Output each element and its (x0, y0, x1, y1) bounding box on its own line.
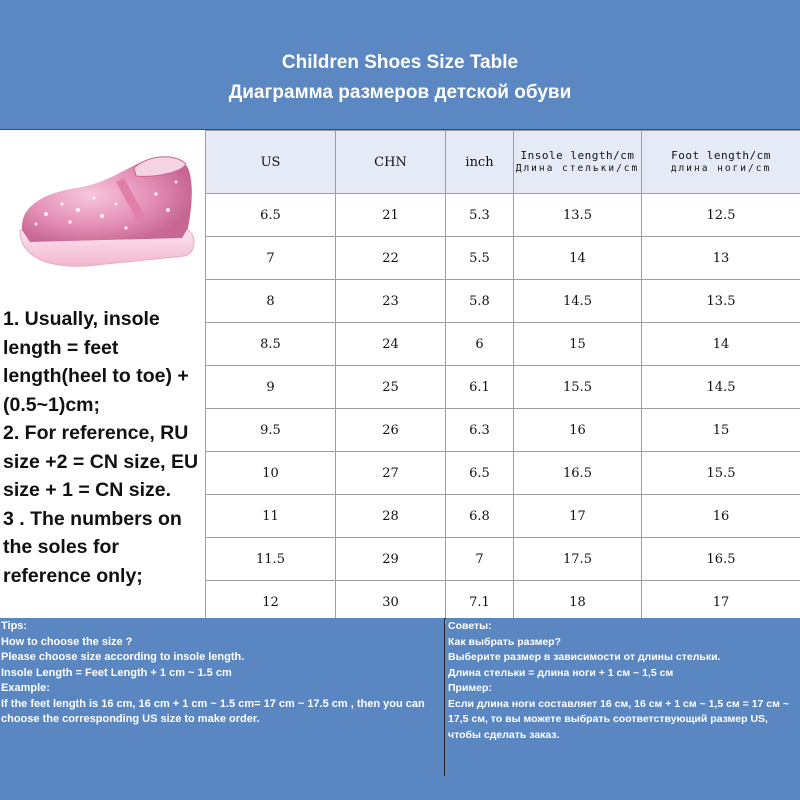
size-notes (3, 305, 203, 590)
tips-en-line: Insole Length = Feet Length + 1 cm ~ 1.5 cm (1, 666, 232, 679)
cell-chn: 26 (336, 409, 446, 452)
note-1: 1. Usually, insole length = feet length(heel to toe) + (0.5~1)cm; (3, 308, 189, 416)
cell-chn: 24 (336, 323, 446, 366)
cell-inch: 7 (446, 538, 514, 581)
cell-insole: 17 (514, 495, 642, 538)
header-inch: inch (446, 131, 514, 194)
cell-chn: 22 (336, 237, 446, 280)
cell-inch: 5.8 (446, 280, 514, 323)
header-foot-ru: длина ноги/cm (670, 163, 772, 174)
cell-foot: 13.5 (642, 280, 800, 323)
tips-en-line: How to choose the size ? (1, 635, 133, 648)
cell-insole: 14 (514, 237, 642, 280)
cell-inch: 6.8 (446, 495, 514, 538)
cell-chn: 29 (336, 538, 446, 581)
cell-us: 12 (206, 581, 336, 624)
cell-foot: 16.5 (642, 538, 800, 581)
header-foot (642, 131, 800, 194)
cell-inch: 6.3 (446, 409, 514, 452)
table-header-row (206, 131, 800, 194)
tips-ru-line: Если длина ноги составляет 16 см, 16 см + 1 см ~ 1,5 см = 17 см ~ 17,5 см, то вы можете выбрать соответствующий размер US, чтобы сделать заказ. (448, 697, 789, 741)
title-russian: Диаграмма размеров детской обуви (228, 82, 572, 103)
cell-foot: 13 (642, 237, 800, 280)
cell-us: 11 (206, 495, 336, 538)
table-row (206, 323, 800, 366)
cell-insole: 13.5 (514, 194, 642, 237)
shoe-image (6, 138, 198, 298)
cell-insole: 17.5 (514, 538, 642, 581)
tips-en-line: Please choose size according to insole length. (1, 651, 245, 663)
cell-insole: 14.5 (514, 280, 642, 323)
header-us: US (206, 131, 336, 194)
note-2: 2. For reference, RU size +2 = CN size, EU size + 1 = CN size. (3, 422, 199, 501)
cell-us: 11.5 (206, 538, 336, 581)
size-table (205, 130, 800, 624)
header-foot-en: Foot length/cm (671, 149, 771, 162)
cell-inch: 5.3 (446, 194, 514, 237)
table-row (206, 538, 800, 581)
tips-ru-line: Выберите размер в зависимости от длины стельки. (448, 651, 721, 663)
cell-foot: 12.5 (642, 194, 800, 237)
cell-chn: 23 (336, 280, 446, 323)
tips-en-line: If the feet length is 16 cm, 16 cm + 1 cm ~ 1.5 cm= 17 cm ~ 17.5 cm , then you can choose the corresponding US size to make order. (1, 697, 425, 725)
cell-foot: 17 (642, 581, 800, 624)
cell-inch: 6.5 (446, 452, 514, 495)
table-row (206, 409, 800, 452)
cell-us: 8 (206, 280, 336, 323)
tips-ru-line: Как выбрать размер? (448, 635, 561, 648)
cell-us: 10 (206, 452, 336, 495)
cell-inch: 7.1 (446, 581, 514, 624)
cell-chn: 25 (336, 366, 446, 409)
cell-insole: 15 (514, 323, 642, 366)
cell-insole: 18 (514, 581, 642, 624)
cell-foot: 15 (642, 409, 800, 452)
tips-en-line: Tips: (1, 620, 28, 632)
header-insole-en: Insole length/cm (520, 149, 635, 162)
table-row (206, 280, 800, 323)
cell-chn: 21 (336, 194, 446, 237)
header-insole (514, 131, 642, 194)
cell-insole: 16 (514, 409, 642, 452)
cell-chn: 30 (336, 581, 446, 624)
table-row (206, 495, 800, 538)
cell-foot: 15.5 (642, 452, 800, 495)
cell-us: 7 (206, 237, 336, 280)
cell-foot: 16 (642, 495, 800, 538)
header-chn: CHN (336, 131, 446, 194)
header-banner (0, 0, 800, 130)
tips-ru-line: Советы: (448, 620, 492, 632)
tips-ru-line: Пример: (448, 682, 492, 694)
cell-chn: 28 (336, 495, 446, 538)
header-insole-ru: Длина стельки/cm (515, 163, 640, 174)
cell-foot: 14 (642, 323, 800, 366)
cell-inch: 5.5 (446, 237, 514, 280)
table-row (206, 237, 800, 280)
title-english: Children Shoes Size Table (281, 52, 519, 73)
cell-us: 9.5 (206, 409, 336, 452)
tips-separator (444, 618, 445, 776)
table-row (206, 194, 800, 237)
tips-ru-line: Длина стельки = длина ноги + 1 см ~ 1,5 см (448, 666, 674, 679)
cell-us: 9 (206, 366, 336, 409)
tips-english (0, 618, 445, 800)
tips-russian (446, 618, 800, 800)
left-panel (0, 130, 205, 618)
cell-insole: 15.5 (514, 366, 642, 409)
cell-chn: 27 (336, 452, 446, 495)
cell-insole: 16.5 (514, 452, 642, 495)
cell-us: 8.5 (206, 323, 336, 366)
cell-inch: 6.1 (446, 366, 514, 409)
cell-inch: 6 (446, 323, 514, 366)
table-row (206, 452, 800, 495)
note-3: 3 . The numbers on the soles for reference only; (3, 507, 182, 587)
cell-us: 6.5 (206, 194, 336, 237)
cell-foot: 14.5 (642, 366, 800, 409)
tips-en-line: Example: (1, 682, 50, 694)
table-row (206, 366, 800, 409)
